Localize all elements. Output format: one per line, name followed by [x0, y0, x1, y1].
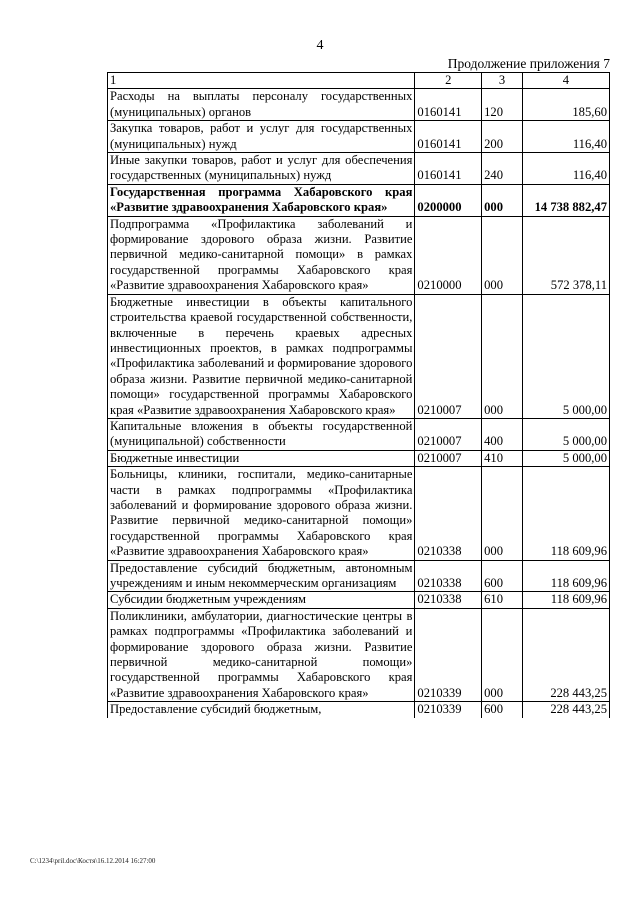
table-row	[108, 467, 610, 560]
row-type: 000	[482, 608, 523, 701]
row-type: 200	[482, 121, 523, 153]
row-name: Бюджетные инвестиции в объекты капитального строительства краевой государственной собственности, включенные в перечень краевых адресных инвестиционных проектов, в рамках подпрограммы «Профилактика заболеваний и формирование здорового образа жизни. Развитие первичной медико-санитарной помощи» государственной программы Хабаровского края «Развитие здравоохранения Хабаровского края»	[108, 294, 415, 418]
file-path-footer: C:\1234\pril.doc\Костя\16.12.2014 16:27:00	[30, 857, 156, 865]
row-name: Иные закупки товаров, работ и услуг для обеспечения государственных (муниципальных) нужд	[108, 153, 415, 185]
budget-table	[107, 72, 610, 718]
row-code: 0160141	[415, 89, 482, 121]
row-name: Капитальные вложения в объекты государственной (муниципальной) собственности	[108, 418, 415, 450]
row-type: 120	[482, 89, 523, 121]
row-amount: 14 738 882,47	[522, 184, 609, 216]
row-code: 0210007	[415, 294, 482, 418]
table-row	[108, 608, 610, 701]
row-code: 0210339	[415, 702, 482, 718]
row-type: 240	[482, 153, 523, 185]
row-amount: 118 609,96	[522, 467, 609, 560]
row-name: Субсидии бюджетным учреждениям	[108, 592, 415, 608]
row-amount: 116,40	[522, 153, 609, 185]
row-code: 0210338	[415, 560, 482, 592]
header-cell-3: 3	[482, 73, 523, 89]
row-name: Больницы, клиники, госпитали, медико-санитарные части в рамках подпрограммы «Профилактика заболеваний и формирование здорового образа жизни. Развитие первичной медико-санитарной помощи» государственной программы Хабаровского края «Развитие здравоохранения Хабаровского края»	[108, 467, 415, 560]
row-code: 0200000	[415, 184, 482, 216]
row-amount: 116,40	[522, 121, 609, 153]
row-type: 410	[482, 450, 523, 466]
row-amount: 5 000,00	[522, 418, 609, 450]
row-name: Бюджетные инвестиции	[108, 450, 415, 466]
row-amount: 228 443,25	[522, 608, 609, 701]
table-row	[108, 418, 610, 450]
table-row	[108, 560, 610, 592]
row-name: Государственная программа Хабаровского края «Развитие здравоохранения Хабаровского края»	[108, 184, 415, 216]
row-name: Предоставление субсидий бюджетным, автономным учреждениям и иным некоммерческим организациям	[108, 560, 415, 592]
header-cell-2: 2	[415, 73, 482, 89]
row-code: 0210338	[415, 467, 482, 560]
row-code: 0160141	[415, 153, 482, 185]
row-amount: 118 609,96	[522, 592, 609, 608]
row-type: 610	[482, 592, 523, 608]
table-row	[108, 89, 610, 121]
row-amount: 118 609,96	[522, 560, 609, 592]
header-cell-4: 4	[522, 73, 609, 89]
row-name: Подпрограмма «Профилактика заболеваний и формирование здорового образа жизни. Развитие первичной медико-санитарной помощи» в рамках государственной программы Хабаровского края «Развитие здравоохранения Хабаровского края»	[108, 216, 415, 294]
header-cell-1: 1	[108, 73, 415, 89]
row-amount: 185,60	[522, 89, 609, 121]
table-row	[108, 702, 610, 718]
row-amount: 5 000,00	[522, 450, 609, 466]
continuation-label: Продолжение приложения 7	[447, 56, 610, 71]
table-row	[108, 153, 610, 185]
table-header-row	[108, 73, 610, 89]
table-row	[108, 450, 610, 466]
row-code: 0210000	[415, 216, 482, 294]
row-type: 600	[482, 560, 523, 592]
table-row	[108, 294, 610, 418]
page-number: 4	[316, 38, 324, 53]
row-name: Расходы на выплаты персоналу государственных (муниципальных) органов	[108, 89, 415, 121]
row-type: 000	[482, 467, 523, 560]
row-type: 400	[482, 418, 523, 450]
row-name: Предоставление субсидий бюджетным,	[108, 702, 415, 718]
row-amount: 5 000,00	[522, 294, 609, 418]
table-row	[108, 184, 610, 216]
table-row	[108, 121, 610, 153]
row-code: 0210007	[415, 450, 482, 466]
row-type: 000	[482, 216, 523, 294]
row-name: Поликлиники, амбулатории, диагностические центры в рамках подпрограммы «Профилактика заболеваний и формирование здорового образа жизни. Развитие первичной медико-санитарной помощи» государственной программы Хабаровского края «Развитие здравоохранения Хабаровского края»	[108, 608, 415, 701]
row-code: 0210339	[415, 608, 482, 701]
row-type: 000	[482, 184, 523, 216]
row-type: 600	[482, 702, 523, 718]
row-code: 0210007	[415, 418, 482, 450]
row-code: 0210338	[415, 592, 482, 608]
row-amount: 572 378,11	[522, 216, 609, 294]
row-code: 0160141	[415, 121, 482, 153]
row-name: Закупка товаров, работ и услуг для государственных (муниципальных) нужд	[108, 121, 415, 153]
row-type: 000	[482, 294, 523, 418]
table-row	[108, 592, 610, 608]
row-amount: 228 443,25	[522, 702, 609, 718]
table-row	[108, 216, 610, 294]
